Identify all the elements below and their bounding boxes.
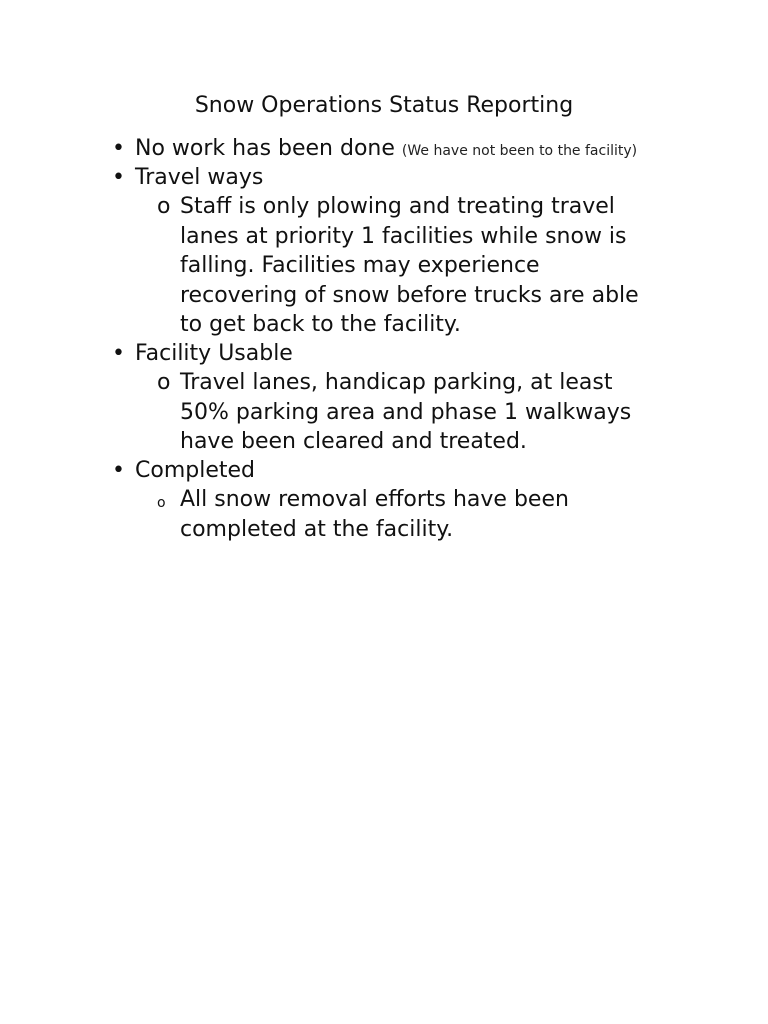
sub-item-line: lanes at priority 1 facilities while snow is [180,223,627,249]
list-item-label: Travel ways [135,165,264,190]
sub-item-text [180,192,670,340]
list-item-label [135,134,637,166]
sub-item-line: All snow removal efforts have been [180,487,569,512]
sub-item-line: Travel lanes, handicap parking, at least [180,370,613,395]
bullet-icon: • [112,136,125,161]
sub-item-line: recovering of snow before trucks are able [180,282,639,308]
bullet-icon: • [112,341,125,366]
list-item-label: Facility Usable [135,341,293,366]
sub-item-line: have been cleared and treated. [180,429,527,454]
bullet-icon: • [112,165,125,190]
circle-bullet-icon: o [157,194,171,219]
item-note: (We have not been to the facility) [401,143,638,159]
item-label-text: No work has been done [135,136,395,161]
bullet-icon: • [112,458,125,483]
sub-item-line: Staff is only plowing and treating travel [180,194,615,219]
circle-bullet-icon: o [157,370,171,395]
list-item-label: Completed [135,458,255,483]
sub-item-line: 50% parking area and phase 1 walkways [180,399,632,425]
sub-item-line: to get back to the facility. [180,312,461,337]
sub-item-text [180,485,670,544]
sub-item-text [180,368,670,457]
document-title: Snow Operations Status Reporting [194,93,574,118]
sub-item-line: completed at the facility. [180,516,454,542]
small-circle-bullet-icon: o [157,495,166,511]
sub-item-line: falling. Facilities may experience [180,253,540,278]
